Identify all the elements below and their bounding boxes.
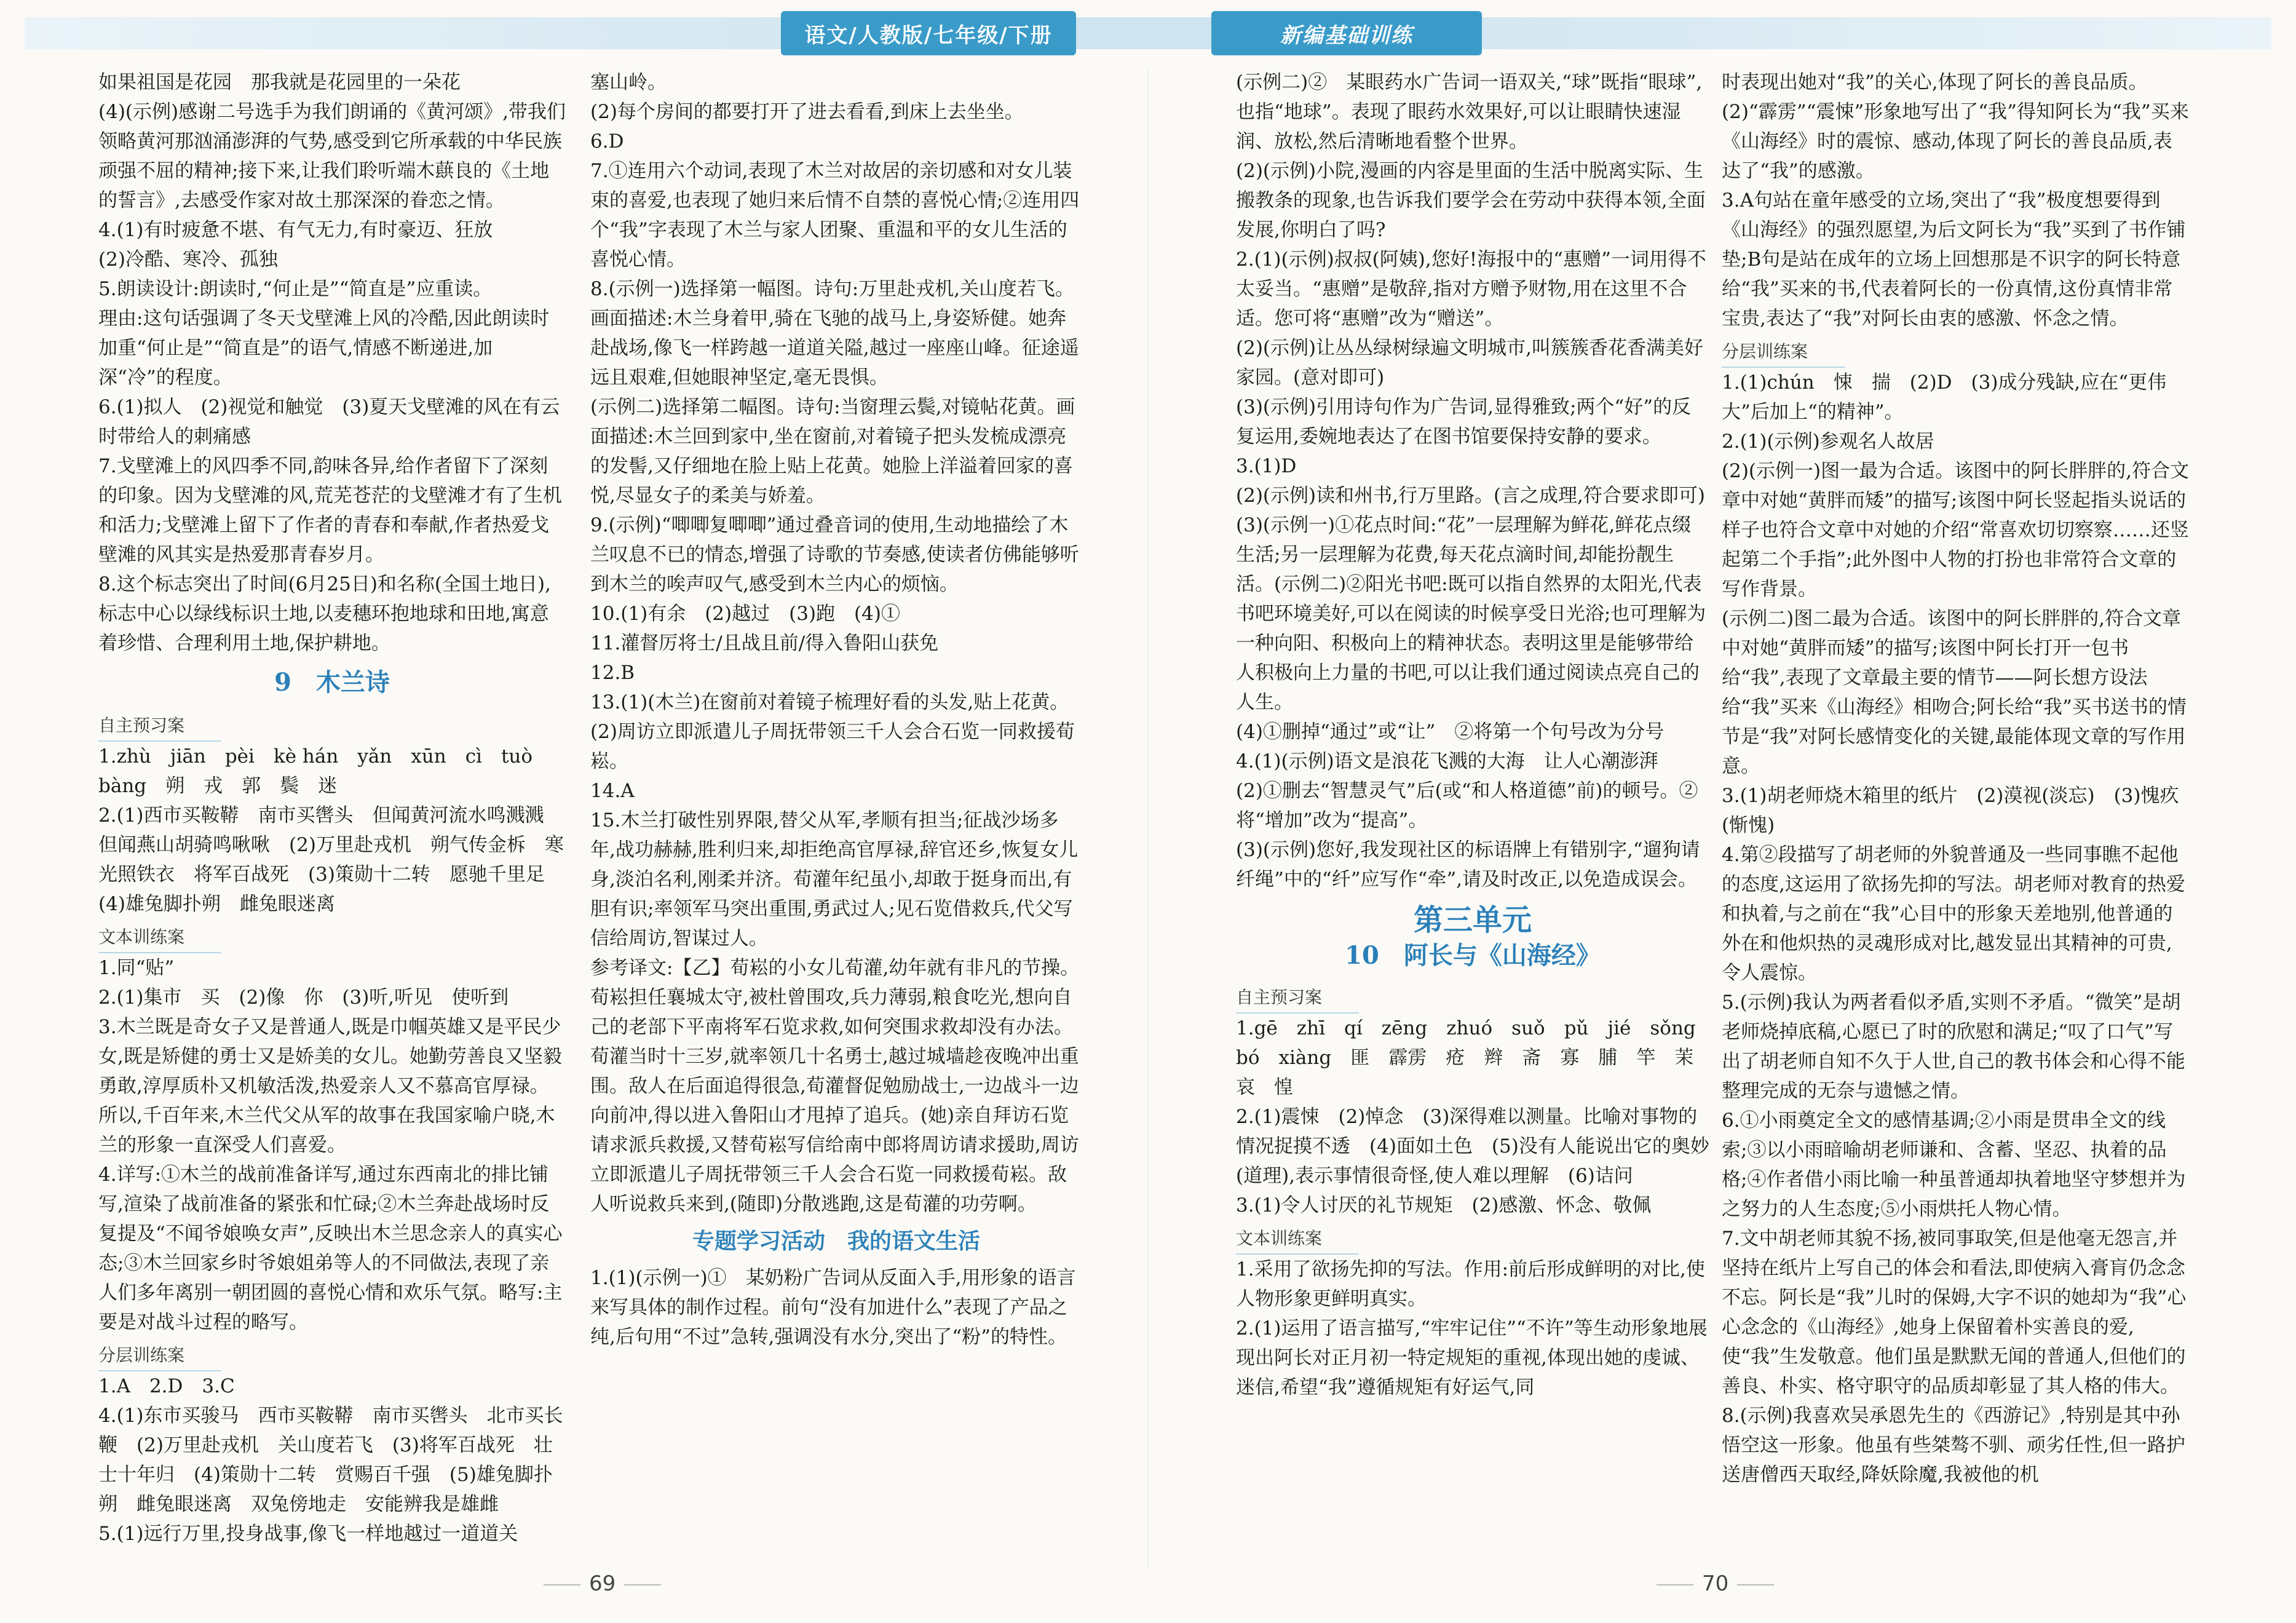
answer-line: 1.(1)(示例一)① 某奶粉广告词从反面入手,用形象的语言来写具体的制作过程。前句“没有加进什么”表现了产品之纯,后句用“不过”急转,强调没有水分,突出了“粉”的特性。	[590, 1267, 1076, 1348]
page-number-left: 69	[535, 1571, 670, 1596]
answer-line: 8.(示例)我喜欢吴承恩先生的《西游记》,特别是其中孙悟空这一形象。他虽有些桀骜不驯、顽劣任性,但一路护送唐僧西天取经,降妖除魔,我被他的机	[1722, 1405, 2185, 1486]
answer-line: 1.同“贴”	[98, 957, 175, 979]
answer-line: 7.戈壁滩上的风四季不同,韵味各异,给作者留下了深刻的印象。因为戈壁滩的风,荒芜苍茫的戈壁滩才有了生机和活力;戈壁滩上留下了作者的青春和奉献,作者热爱戈壁滩的风其实是热爱那青春岁月。	[98, 455, 562, 566]
answer-line: 3.(1)令人讨厌的礼节规矩 (2)感激、怀念、敬佩	[1236, 1194, 1652, 1216]
answer-line: 7.文中胡老师其貌不扬,被同事取笑,但是他毫无怨言,并坚持在纸片上写自己的体会和看法,即使病入膏肓仍念念不忘。阿长是“我”儿时的保姆,大字不识的她却为“我”心心念念的《山海经》,她身上保留着朴实善良的爱,使“我”生发敬意。他们虽是默默无闻的普通人,但他们的善良、朴实、格守职守的品质却彰显了其人格的伟大。	[1722, 1228, 2187, 1397]
answer-line: (4)①删掉“通过”或“让” ②将第一个句号改为分号	[1236, 721, 1665, 743]
answer-line: 11.灌督厉将士/且战且前/得入鲁阳山获免	[590, 632, 939, 654]
answer-line: 5.(1)远行万里,投身战事,像飞一样地越过一道道关	[98, 1523, 518, 1545]
answer-line: 14.A	[590, 780, 635, 802]
answer-line: 4.(1)(示例)语文是浪花飞溅的大海 让人心潮澎湃	[1236, 750, 1658, 772]
section-label: 自主预习案	[1236, 983, 1359, 1014]
answer-line: 2.(1)震悚 (2)悼念 (3)深得难以测量。比喻对事物的情况捉摸不透 (4)面如土色 (5)没有人能说出它的奥妙(道理),表示事情很奇怪,使人难以理解 (6)诘问	[1236, 1106, 1709, 1187]
answer-line: 1.gē zhī qí zēng zhuó suǒ pǔ jié sǒng	[1236, 1017, 1696, 1039]
answer-line: (2)①删去“智慧灵气”后(或“和人格道德”前)的顿号。②将“增加”改为“提高”。	[1236, 780, 1698, 831]
section-label: 文本训练案	[1236, 1224, 1359, 1255]
answer-line: (示例二)② 某眼药水广告词一语双关,“球”既指“眼球”,也指“地球”。表现了眼药水效果好,可以让眼睛快速湿润、放松,然后清晰地看整个世界。	[1236, 71, 1703, 153]
answer-line: 4.详写:①木兰的战前准备详写,通过东西南北的排比铺写,渲染了战前准备的紧张和忙碌;②木兰奔赴战场时反复提及“不闻爷娘唤女声”,反映出木兰思念亲人的真实心态;③木兰回家乡时爷娘姐弟等人的不同做法,表现了亲人们多年离别一朝团圆的喜悦心情和欢乐气氛。略写:主要是对战斗过程的略写。	[98, 1164, 563, 1333]
answer-line: 2.(1)西市买鞍鞯 南市买辔头 但闻黄河流水鸣溅溅 但闻燕山胡骑鸣啾啾 (2)万里赴戎机 朔气传金柝 寒光照铁衣 将军百战死 (3)策勋十二转 愿驰千里足 (4)雄兔脚扑朔 雌兔眼迷离	[98, 804, 564, 915]
answer-line: bàng 朔 戎 郭 鬓 迷	[98, 775, 338, 797]
section-label: 自主预习案	[98, 711, 221, 742]
lesson-title-9: 9 木兰诗	[274, 668, 390, 697]
answer-line: (示例二)图二最为合适。该图中的阿长胖胖的,符合文章中对她“黄胖而矮”的描写;该图中阿长打开一包书给“我”,表现了文章最主要的情节——阿长想方设法给“我”买来《山海经》相吻合;阿长给“我”买书送书的情节是“我”对阿长感情变化的关键,最能体现文章的写作用意。	[1722, 608, 2187, 777]
answer-line: 2.(1)运用了语言描写,“牢牢记住”“不许”等生动形象地展现出阿长对正月初一特定规矩的重视,体现出她的虔诚、迷信,希望“我”遵循规矩有好运气,同	[1236, 1317, 1708, 1399]
section-label: 文本训练案	[98, 923, 221, 953]
answer-line: 如果祖国是花园 那我就是花园里的一朵花	[98, 71, 461, 93]
column-1	[98, 68, 566, 1549]
answer-line: (2)每个房间的都要打开了进去看看,到床上去坐坐。	[590, 101, 1024, 123]
answer-line: 2.(1)(示例)叔叔(阿姨),您好!海报中的“惠赠”一词用得不太妥当。“惠赠”是敬辞,指对方赠予财物,用在这里不合适。您可将“惠赠”改为“赠送”。	[1236, 248, 1706, 330]
answer-line: (4)(示例)感谢二号选手为我们朗诵的《黄河颂》,带我们领略黄河那汹涌澎湃的气势,感受到它所承载的中华民族顽强不屈的精神;接下来,让我们聆听端木蕻良的《土地的誓言》,去感受作家对故土那深深的眷恋之情。	[98, 101, 566, 212]
section-label: 分层训练案	[98, 1341, 221, 1371]
answer-line: 6.①小雨奠定全文的感情基调;②小雨是贯串全文的线索;③以小雨暗喻胡老师谦和、含蓄、坚忍、执着的品格;④作者借小雨比喻一种虽普通却执着地坚守梦想并为之努力的人生态度;⑤小雨烘托人物心情。	[1722, 1109, 2186, 1220]
page-gutter	[1148, 68, 1149, 1568]
answer-line: 8.(示例一)选择第一幅图。诗句:万里赴戎机,关山度若飞。画面描述:木兰身着甲,骑在飞驰的战马上,身姿矫健。她奔赴战场,像飞一样跨越一道道关隘,越过一座座山峰。征途遥远且艰难,但她眼神坚定,毫无畏惧。	[590, 278, 1079, 389]
answer-line: (3)(示例)您好,我发现社区的标语牌上有错别字,“遛狗请纤绳”中的“纤”应写作“牵”,请及时改正,以免造成误会。	[1236, 839, 1700, 891]
answer-line: 13.(1)(木兰)在窗前对着镜子梳理好看的头发,贴上花黄。	[590, 691, 1069, 713]
reference-translation: 参考译文:【乙】荀崧的小女儿荀灌,幼年就有非凡的节操。荀崧担任襄城太守,被杜曾围攻,兵力薄弱,粮食吃光,想向自己的老部下平南将军石览求救,如何突围求救却没有办法。荀灌当时十三岁,就率领几十名勇士,越过城墙趁夜晚冲出重围。敌人在后面追得很急,荀灌督促勉励战士,一边战斗一边向前冲,得以进入鲁阳山才甩掉了追兵。(她)亲自拜访石览请求派兵救援,又替荀崧写信给南中郎将周访请求援助,周访立即派遣儿子周抚带领三千人会合石览一同救援荀崧。敌人听说救兵来到,(随即)分散逃跑,这是荀灌的功劳啊。	[590, 957, 1080, 1215]
answer-line: 15.木兰打破性别界限,替父从军,孝顺有担当;征战沙场多年,战功赫赫,胜利归来,却拒绝高官厚禄,辞官还乡,恢复女儿身,淡泊名利,刚柔并济。荀灌年纪虽小,却敢于挺身而出,有胆有识;率领军马突出重围,勇武过人;见石览借救兵,代父写信给周访,智谋过人。	[590, 809, 1079, 950]
answer-line: 9.(示例)“唧唧复唧唧”通过叠音词的使用,生动地描绘了木兰叹息不已的情态,增强了诗歌的节奏感,使读者仿佛能够听到木兰的唉声叹气,感受到木兰内心的烦恼。	[590, 514, 1079, 595]
page-header	[25, 11, 2271, 55]
answer-line: 2.(1)集市 买 (2)像 你 (3)听,听见 使听到	[98, 986, 509, 1009]
answer-line: 3.木兰既是奇女子又是普通人,既是巾帼英雄又是平民少女,既是矫健的勇士又是娇美的女儿。她勤劳善良又坚毅勇敢,淳厚质朴又机敏活泼,热爱亲人又不慕高官厚禄。所以,千百年来,木兰代父从军的故事在我国家喻户晓,木兰的形象一直深受人们喜爱。	[98, 1016, 562, 1156]
answer-line: 4.第②段描写了胡老师的外貌普通及一些同事瞧不起他的态度,这运用了欲扬先抑的写法。胡老师对教育的热爱和执着,与之前在“我”心目中的形象天差地别,他普通的外在和他炽热的灵魂形成对比,越发显出其精神的可贵,令人震惊。	[1722, 844, 2185, 984]
answer-line: 7.①连用六个动词,表现了木兰对故居的亲切感和对女儿装束的喜爱,也表现了她归来后情不自禁的喜悦心情;②连用四个“我”字表现了木兰与家人团聚、重温和平的女儿生活的喜悦心情。	[590, 160, 1080, 271]
header-title-right: 新编基础训练	[1211, 11, 1482, 55]
answer-line: 1.(1)chún 悚 揣 (2)D (3)成分残缺,应在“更伟大”后加上“的精神”。	[1722, 371, 2167, 423]
header-title-left: 语文/人教版/七年级/下册	[781, 11, 1076, 55]
answer-line: (示例二)选择第二幅图。诗句:当窗理云鬓,对镜帖花黄。画面描述:木兰回到家中,坐在窗前,对着镜子把头发梳成漂亮的发髻,又仔细地在脸上贴上花黄。她脸上洋溢着回家的喜悦,尽显女子的柔美与娇羞。	[590, 396, 1075, 507]
answer-line: 8.这个标志突出了时间(6月25日)和名称(全国土地日),标志中心以绿线标识土地,以麦穗环抱地球和田地,寓意着珍惜、合理利用土地,保护耕地。	[98, 573, 551, 654]
answer-line: 5.朗读设计:朗读时,“何止是”“简直是”应重读。	[98, 278, 493, 300]
answer-line: 理由:这句话强调了冬天戈壁滩上风的冷酷,因此朗读时加重“何止是”“简直是”的语气,情感不断递进,加深“冷”的程度。	[98, 308, 550, 389]
answer-line: 4.(1)有时疲惫不堪、有气无力,有时豪迈、狂放	[98, 219, 493, 241]
answer-line: 1.采用了欲扬先抑的写法。作用:前后形成鲜明的对比,使人物形象更鲜明真实。	[1236, 1258, 1705, 1310]
answer-line: 3.A句站在童年感受的立场,突出了“我”极度想要得到《山海经》的强烈愿望,为后文阿长为“我”买到了书作铺垫;B句是站在成年的立场上回想那是不识字的阿长特意给“我”买来的书,代表着阿长的一份真情,这份真情非常宝贵,表达了“我”对阿长由衷的感激、怀念之情。	[1722, 189, 2186, 330]
answer-line: 10.(1)有余 (2)越过 (3)跑 (4)①	[590, 603, 900, 625]
topic-activity-title: 专题学习活动 我的语文生活	[692, 1228, 980, 1254]
answer-line: 12.B	[590, 662, 635, 684]
answer-line: (2)(示例)小院,漫画的内容是里面的生活中脱离实际、生搬教条的现象,也告诉我们要学会在劳动中获得本领,全面发展,你明白了吗?	[1236, 160, 1706, 241]
page-number-right: 70	[1648, 1571, 1783, 1596]
answer-line: 塞山岭。	[590, 71, 667, 93]
answer-line: 6.(1)拟人 (2)视觉和触觉 (3)夏天戈壁滩的风在有云时带给人的刺痛感	[98, 396, 560, 448]
answer-line: 3.(1)D	[1236, 455, 1297, 477]
answer-line: (2)(示例)让丛丛绿树绿遍文明城市,叫簇簇香花香满美好家园。(意对即可)	[1236, 337, 1703, 389]
lesson-title-10: 10 阿长与《山海经》	[1345, 941, 1601, 970]
unit-title: 第三单元	[1413, 903, 1532, 937]
answer-line: 时表现出她对“我”的关心,体现了阿长的善良品质。	[1722, 71, 2148, 93]
answer-line: 6.D	[590, 130, 624, 153]
answer-line: 5.(示例)我认为两者看似矛盾,实则不矛盾。“微笑”是胡老师烧掉底稿,心愿已了时的欣慰和满足;“叹了口气”写出了胡老师自知不久于人世,自己的教书体会和心得不能整理完成的无奈与遗憾之情。	[1722, 991, 2185, 1102]
answer-line: (2)“霹雳”“震悚”形象地写出了“我”得知阿长为“我”买来《山海经》时的震惊、感动,体现了阿长的善良品质,表达了“我”的感激。	[1722, 101, 2189, 182]
answer-line: 2.(1)(示例)参观名人故居	[1722, 431, 1934, 453]
answer-line: (2)周访立即派遣儿子周抚带领三千人会合石览一同救援荀崧。	[590, 721, 1075, 772]
column-4	[1722, 68, 2189, 1490]
column-2	[590, 68, 1082, 1352]
section-label: 分层训练案	[1722, 337, 1845, 368]
answer-line: (2)冷酷、寒冷、孤独	[98, 248, 278, 271]
answer-line: (3)(示例一)①花点时间:“花”一层理解为鲜花,鲜花点缀生活;另一层理解为花费,每天花点滴时间,却能扮靓生活。(示例二)②阳光书吧:既可以指自然界的太阳光,代表书吧环境美好,可以在阅读的时候享受日光浴;也可理解为一种向阳、积极向上的精神状态。表明这里是能够带给人积极向上力量的书吧,可以让我们通过阅读点亮自己的人生。	[1236, 514, 1706, 713]
answer-line: 1.zhù jiān pèi kè hán yǎn xūn cì tuò	[98, 745, 533, 768]
answer-line: 3.(1)胡老师烧木箱里的纸片 (2)漠视(淡忘) (3)愧疚(惭愧)	[1722, 785, 2179, 836]
answer-line: 4.(1)东市买骏马 西市买鞍鞯 南市买辔头 北市买长鞭 (2)万里赴戎机 关山度若飞 (3)将军百战死 壮士十年归 (4)策勋十二转 赏赐百千强 (5)雄兔脚扑朔 雌兔眼迷离 双兔傍地走 安能辨我是雄雌	[98, 1405, 563, 1515]
answer-line: (2)(示例一)图一最为合适。该图中的阿长胖胖的,符合文章中对她“黄胖而矮”的描写;该图中阿长竖起指头说话的样子也符合文章中对她的介绍“常喜欢切切察察……还竖起第二个手指”;此外图中人物的打扮也非常符合文章的写作背景。	[1722, 460, 2189, 600]
answer-line: bó xiàng 匪 霹雳 疮 辫 斋 寡 脯 竿 茉 哀 惶	[1236, 1047, 1713, 1098]
answer-line: (3)(示例)引用诗句作为广告词,显得雅致;两个“好”的反复运用,委婉地表达了在图书馆要保持安静的要求。	[1236, 396, 1692, 448]
answer-line: (2)(示例)读和州书,行万里路。(言之成理,符合要求即可)	[1236, 485, 1705, 507]
header-band	[25, 17, 2271, 49]
answer-line: 1.A 2.D 3.C	[98, 1375, 235, 1397]
column-3	[1236, 68, 1713, 1402]
